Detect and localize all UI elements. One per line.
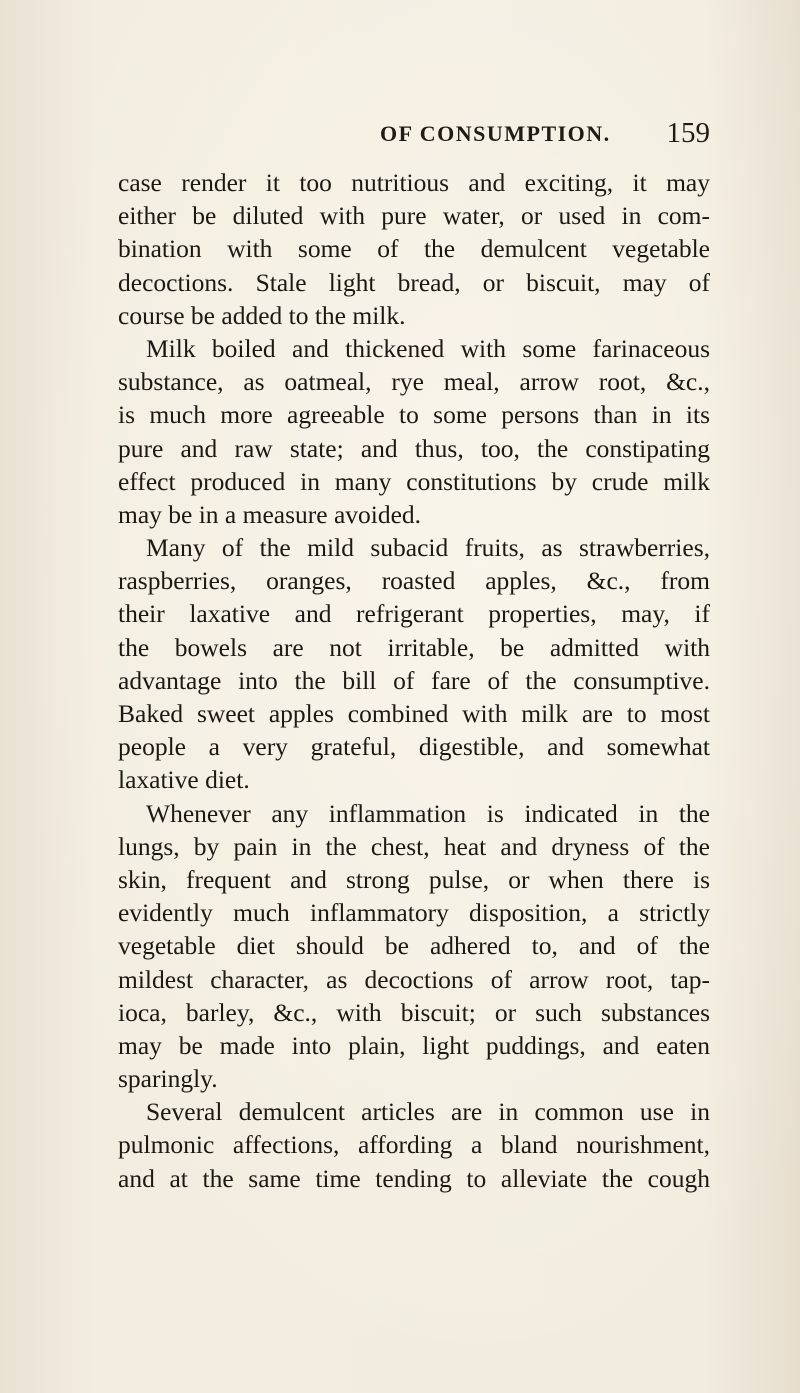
text-line: decoctions. Stale light bread, or biscuit, may of (118, 267, 710, 297)
text-line: evidently much inflammatory disposition, a strictly (118, 898, 710, 928)
text-line: their laxative and refrigerant properties, may, if (118, 599, 710, 629)
text-line: advantage into the bill of fare of the consumptive. (118, 665, 710, 695)
text-line: either be diluted with pure water, or used in com- (118, 201, 710, 231)
text-line: may be made into plain, light puddings, and eaten (118, 1030, 710, 1060)
text-line: the bowels are not irritable, be admitted with (118, 632, 710, 662)
text-line: Baked sweet apples combined with milk are to most (118, 699, 710, 728)
text-line: Several demulcent articles are in common use in (146, 1097, 710, 1127)
text-line: Many of the mild subacid fruits, as strawberries, (146, 533, 710, 563)
text-line: pure and raw state; and thus, too, the constipating (118, 433, 710, 463)
page-number: 159 (666, 117, 710, 149)
text-line: Milk boiled and thickened with some farinaceous (146, 333, 710, 363)
page-header (118, 117, 710, 153)
text-line: skin, frequent and strong pulse, or when there is (118, 864, 710, 894)
text-line: substance, as oatmeal, rye meal, arrow root, &c., (118, 367, 710, 397)
text-line: lungs, by pain in the chest, heat and dryness of the (118, 831, 710, 861)
text-line: ioca, barley, &c., with biscuit; or such substances (118, 997, 710, 1027)
text-line: and at the same time tending to alleviate the cough (118, 1163, 710, 1193)
text-line: course be added to the milk. (118, 300, 406, 330)
text-line: sparingly. (118, 1064, 218, 1094)
text-line: vegetable diet should be adhered to, and of the (118, 931, 710, 961)
text-line: laxative diet. (118, 765, 250, 795)
text-line: effect produced in many constitutions by crude milk (118, 466, 710, 496)
running-head: OF CONSUMPTION. (380, 121, 611, 146)
text-line: bination with some of the demulcent vegetable (118, 234, 710, 264)
text-line: people a very grateful, digestible, and somewhat (118, 732, 710, 762)
text-line: Whenever any inflammation is indicated in the (146, 798, 710, 828)
text-line: mildest character, as decoctions of arrow root, tap- (118, 964, 710, 994)
text-line: raspberries, oranges, roasted apples, &c., from (118, 566, 710, 596)
text-line: may be in a measure avoided. (118, 499, 422, 529)
text-line: pulmonic affections, affording a bland nourishment, (118, 1130, 710, 1160)
text-line: is much more agreeable to some persons than in its (118, 400, 710, 430)
text-line: case render it too nutritious and exciting, it may (118, 168, 710, 197)
body-text (118, 166, 710, 1195)
